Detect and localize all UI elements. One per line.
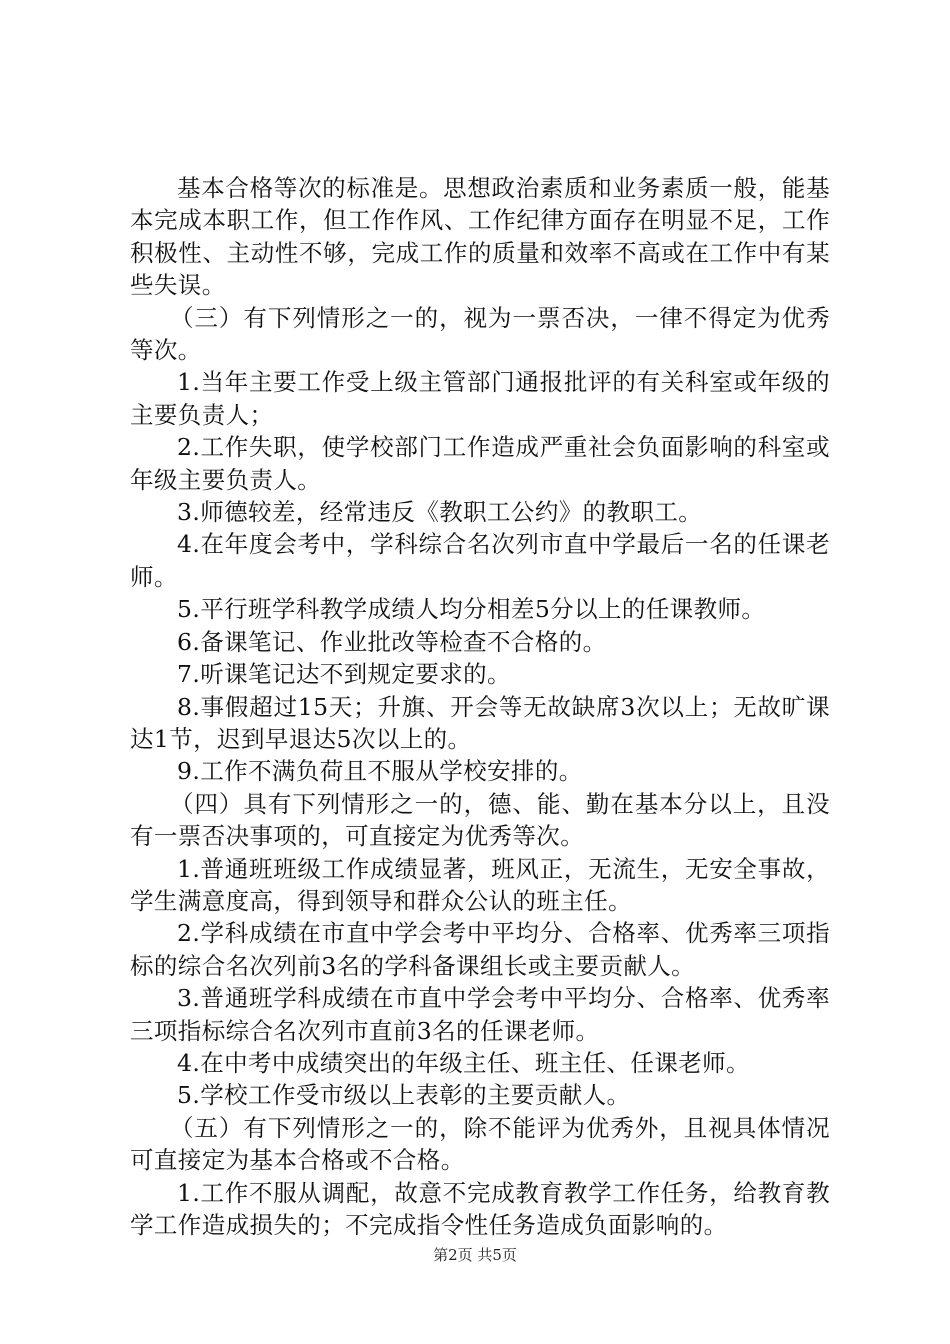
- paragraph-item-3-3: 3.师德较差，经常违反《教职工公约》的教职工。: [177, 498, 703, 527]
- paragraph-item-4-5: 5.学校工作受市级以上表彰的主要贡献人。: [177, 1081, 631, 1110]
- paragraph-item-3-9: 9.工作不满负荷且不服从学校安排的。: [177, 757, 583, 786]
- paragraph-item-3-8: 8.事假超过15天；升旗、开会等无故缺席3次以上；无故旷课达1节，迟到早退达5次以上的。: [130, 692, 830, 753]
- paragraph-item-3-4: 4.在年度会考中，学科综合名次列市直中学最后一名的任课老师。: [130, 530, 830, 591]
- paragraph-item-3-6: 6.备课笔记、作业批改等检查不合格的。: [177, 627, 607, 656]
- paragraph-section-five-heading: （五）有下列情形之一的，除不能评为优秀外，且视具体情况可直接定为基本合格或不合格。: [130, 1113, 830, 1175]
- paragraph-item-5-1: 1.工作不服从调配，故意不完成教育教学工作任务，给教育教学工作造成损失的；不完成指令性任务造成负面影响的。: [130, 1178, 830, 1239]
- paragraph-item-3-1: 1.当年主要工作受上级主管部门通报批评的有关科室或年级的主要负责人；: [130, 368, 830, 429]
- paragraph-item-3-7: 7.听课笔记达不到规定要求的。: [177, 660, 511, 689]
- paragraph-item-4-3: 3.普通班学科成绩在市直中学会考中平均分、合格率、优秀率三项指标综合名次列市直前3名的任课老师。: [130, 984, 830, 1045]
- paragraph-item-4-4: 4.在中考中成绩突出的年级主任、班主任、任课老师。: [177, 1048, 750, 1077]
- paragraph-section-three-heading: （三）有下列情形之一的，视为一票否决，一律不得定为优秀等次。: [130, 303, 830, 365]
- document-body: [130, 172, 830, 1241]
- paragraph-basic-qualified-standard: 基本合格等次的标准是。思想政治素质和业务素质一般，能基本完成本职工作，但工作作风、工作纪律方面存在明显不足，工作积极性、主动性不够，完成工作的质量和效率不高或在工作中有某些失误。: [130, 174, 830, 300]
- paragraph-item-4-1: 1.普通班班级工作成绩显著，班风正，无流生，无安全事故，学生满意度高，得到领导和群众公认的班主任。: [130, 854, 830, 915]
- paragraph-item-4-2: 2.学科成绩在市直中学会考中平均分、合格率、优秀率三项指标的综合名次列前3名的学科备课组长或主要贡献人。: [130, 919, 830, 980]
- paragraph-item-3-2: 2.工作失职，使学校部门工作造成严重社会负面影响的科室或年级主要负责人。: [130, 433, 830, 494]
- paragraph-section-four-heading: （四）具有下列情形之一的，德、能、勤在基本分以上，且没有一票否决事项的，可直接定为优秀等次。: [130, 789, 830, 851]
- page-number-footer: 第2页 共5页: [433, 1246, 517, 1264]
- paragraph-item-3-5: 5.平行班学科教学成绩人均分相差5分以上的任课教师。: [177, 595, 766, 624]
